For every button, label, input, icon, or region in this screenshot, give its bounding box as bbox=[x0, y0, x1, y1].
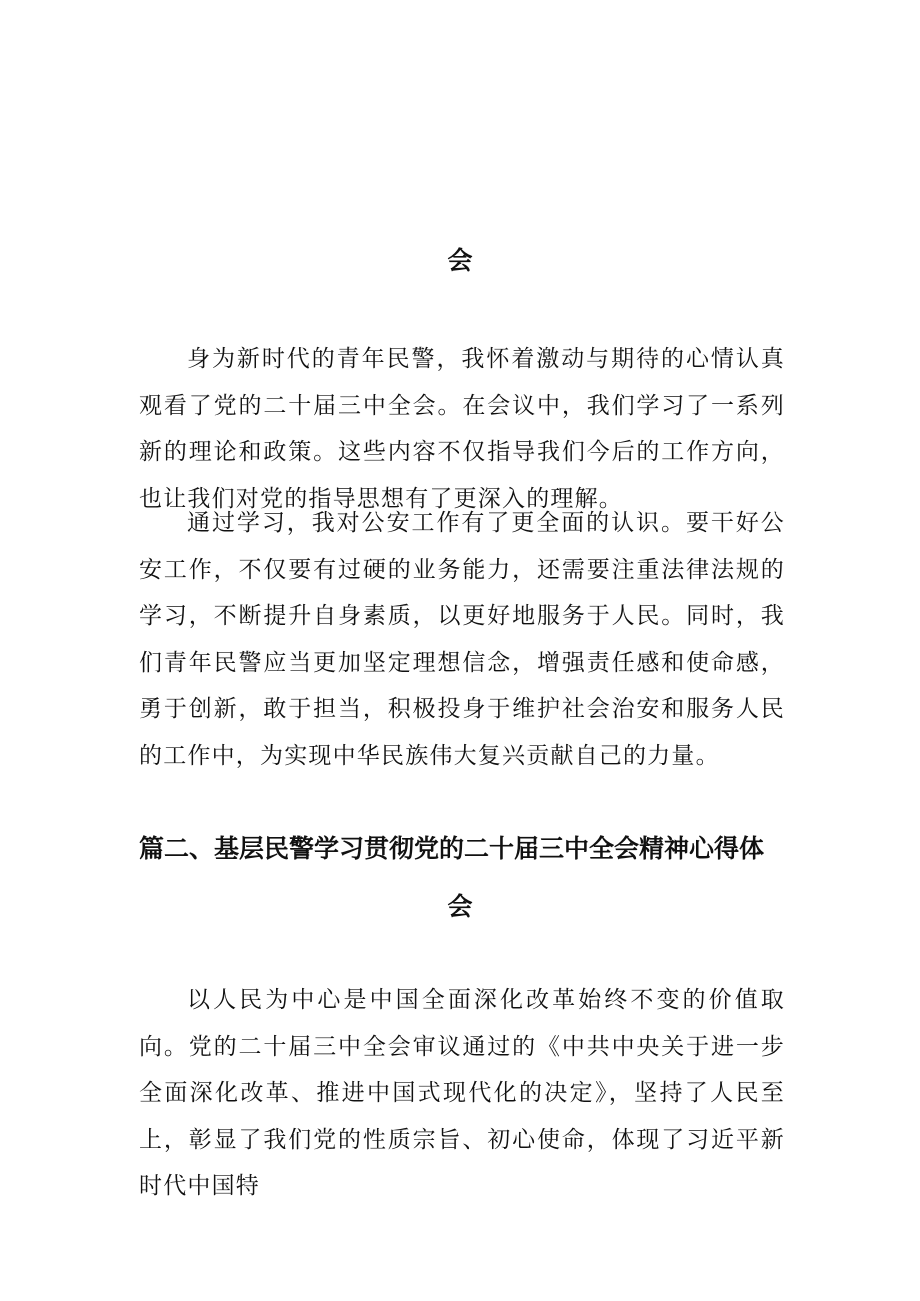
section1-paragraph-1: 身为新时代的青年民警，我怀着激动与期待的心情认真观看了党的二十届三中全会。在会议中，我们学习了一系列新的理论和政策。这些内容不仅指导我们今后的工作方向，也让我们对党的指导思想有了更深入的理解。 bbox=[139, 346, 785, 512]
section2-title: 篇二、基层民警学习贯彻党的二十届三中全会精神心得体 bbox=[139, 834, 765, 863]
section1-paragraph-2: 通过学习，我对公安工作有了更全面的认识。要干好公安工作，不仅要有过硬的业务能力，还需要注重法律法规的学习，不断提升自身素质，以更好地服务于人民。同时，我们青年民警应当更加坚定理想信念，增强责任感和使命感，勇于创新，敢于担当，积极投身于维护社会治安和服务人民的工作中，为实现中华民族伟大复兴贡献自己的力量。 bbox=[139, 510, 785, 769]
section1-title-continuation: 会 bbox=[447, 246, 473, 275]
section2-title-continuation: 会 bbox=[447, 892, 473, 921]
section2-paragraph-1: 以人民为中心是中国全面深化改革始终不变的价值取向。党的二十届三中全会审议通过的《中共中央关于进一步全面深化改革、推进中国式现代化的决定》，坚持了人民至上，彰显了我们党的性质宗旨、初心使命，体现了习近平新时代中国特 bbox=[139, 987, 785, 1199]
